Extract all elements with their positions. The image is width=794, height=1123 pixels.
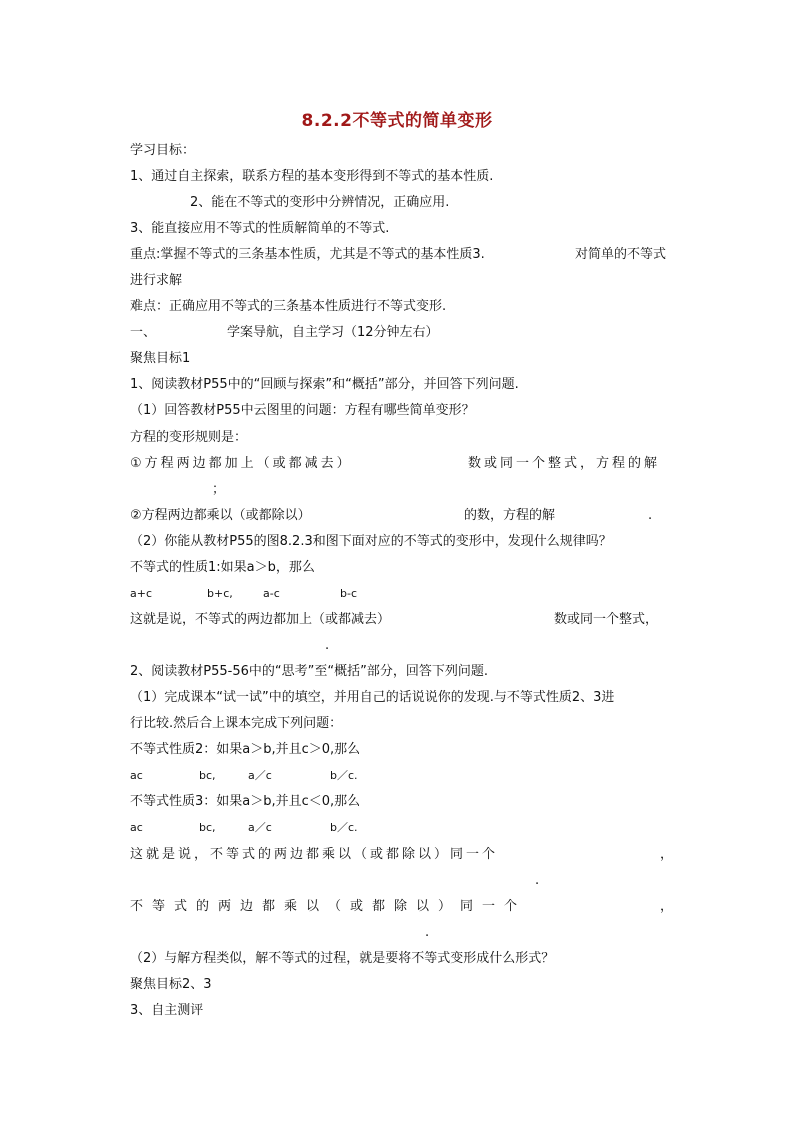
property-1-summary (130, 610, 659, 630)
expr-b-plus-c: b+c, (207, 587, 233, 600)
question-2-2: （2）与解方程类似，解不等式的过程，就是要将不等式变形成什么形式？ (130, 951, 555, 966)
inequality-property-3: 不等式性质3：如果a＞b,并且c＜0,那么 (130, 794, 361, 809)
expr-a-plus-c: a+c (130, 587, 153, 600)
rule-2-middle: 的数，方程的解 (464, 508, 556, 523)
section-number: 一、 (130, 325, 157, 340)
question-1-2: （2）你能从教材P55的图8.2.3和图下面对应的不等式的变形中，发现什么规律吗？ (130, 534, 612, 549)
focus-goal-2-3: 聚焦目标2、3 (130, 977, 212, 992)
key-point-tail: 对简单的不等式 (575, 247, 667, 262)
question-2-1-continued: 行比较.然后合上课本完成下列问题： (130, 716, 343, 731)
rule-2-period: . (648, 508, 653, 523)
expr-a-over-c: a／c (248, 769, 272, 782)
page-title: 8.2.2不等式的简单变形 (301, 111, 493, 131)
section-title: 学案导航，自主学习（12分钟左右） (227, 325, 439, 340)
property-3-period: . (425, 925, 430, 940)
expr-a-over-c: a／c (248, 821, 272, 834)
expr-bc: bc, (199, 769, 216, 782)
goal-1: 1、通过自主探索，联系方程的基本变形得到不等式的基本性质. (130, 169, 494, 184)
equation-rules-heading: 方程的变形规则是： (130, 430, 248, 445)
property-2-summary-text: 这就是说，不等式的两边都乘以（或都除以）同一个 (130, 847, 499, 862)
property-3-summary (130, 897, 683, 917)
key-point-continued: 进行求解 (130, 273, 183, 288)
expr-b-over-c: b／c. (330, 769, 358, 782)
property-2-summary (130, 845, 677, 865)
focus-goal-1: 聚焦目标1 (130, 351, 191, 366)
key-point-text: 重点:掌握不等式的三条基本性质，尤其是不等式的基本性质3. (130, 247, 485, 262)
learning-goals-heading: 学习目标： (130, 143, 196, 158)
inequality-property-1: 不等式的性质1:如果a＞b，那么 (130, 560, 315, 575)
property-2-period: . (535, 873, 540, 888)
property-3-summary-text: 不等式的两边都乘以（或都除以）同一个 (130, 899, 527, 914)
goal-3: 3、能直接应用不等式的性质解简单的不等式. (130, 221, 390, 236)
section-one-heading (130, 323, 439, 343)
equation-rule-1 (130, 454, 661, 474)
task-2: 2、阅读教材P55-56中的“思考”至“概括”部分，回答下列问题. (130, 664, 488, 679)
rule-1-start: ①方程两边都加上（或都减去） (130, 456, 353, 471)
property-2-expressions (130, 766, 358, 786)
property-3-summary-comma: ， (660, 899, 683, 914)
key-point (130, 245, 667, 265)
expr-a-minus-c: a-c (263, 587, 280, 600)
goal-2: 2、能在不等式的变形中分辨情况，正确应用. (190, 195, 450, 210)
question-2-1: （1）完成课本“试一试”中的填空，并用自己的话说说你的发现.与不等式性质2、3进 (130, 690, 615, 705)
expr-ac: ac (130, 769, 143, 782)
self-assessment: 3、自主测评 (130, 1003, 204, 1018)
property-3-expressions (130, 818, 358, 838)
expr-b-over-c: b／c. (330, 821, 358, 834)
question-1-1: （1）回答教材P55中云图里的问题：方程有哪些简单变形？ (130, 403, 475, 418)
expr-ac: ac (130, 821, 143, 834)
inequality-property-2: 不等式性质2：如果a＞b,并且c＞0,那么 (130, 742, 361, 757)
property-1-summary-end: 数或同一个整式， (554, 612, 659, 627)
equation-rule-2 (130, 506, 653, 526)
rule-1-semicolon: ； (212, 482, 226, 497)
task-1: 1、阅读教材P55中的“回顾与探索”和“概括”部分，并回答下列问题. (130, 377, 519, 392)
rule-1-end: 数或同一个整式，方程的解 (468, 456, 661, 471)
difficulty-point: 难点：正确应用不等式的三条基本性质进行不等式变形. (130, 299, 447, 314)
property-2-summary-comma: ， (660, 847, 677, 862)
rule-2-start: ②方程两边都乘以（或都除以） (130, 508, 311, 523)
property-1-period: . (325, 638, 330, 653)
property-1-summary-start: 这就是说，不等式的两边都加上（或都减去） (130, 612, 391, 627)
expr-b-minus-c: b-c (340, 587, 357, 600)
property-1-expressions (130, 584, 357, 604)
expr-bc: bc, (199, 821, 216, 834)
